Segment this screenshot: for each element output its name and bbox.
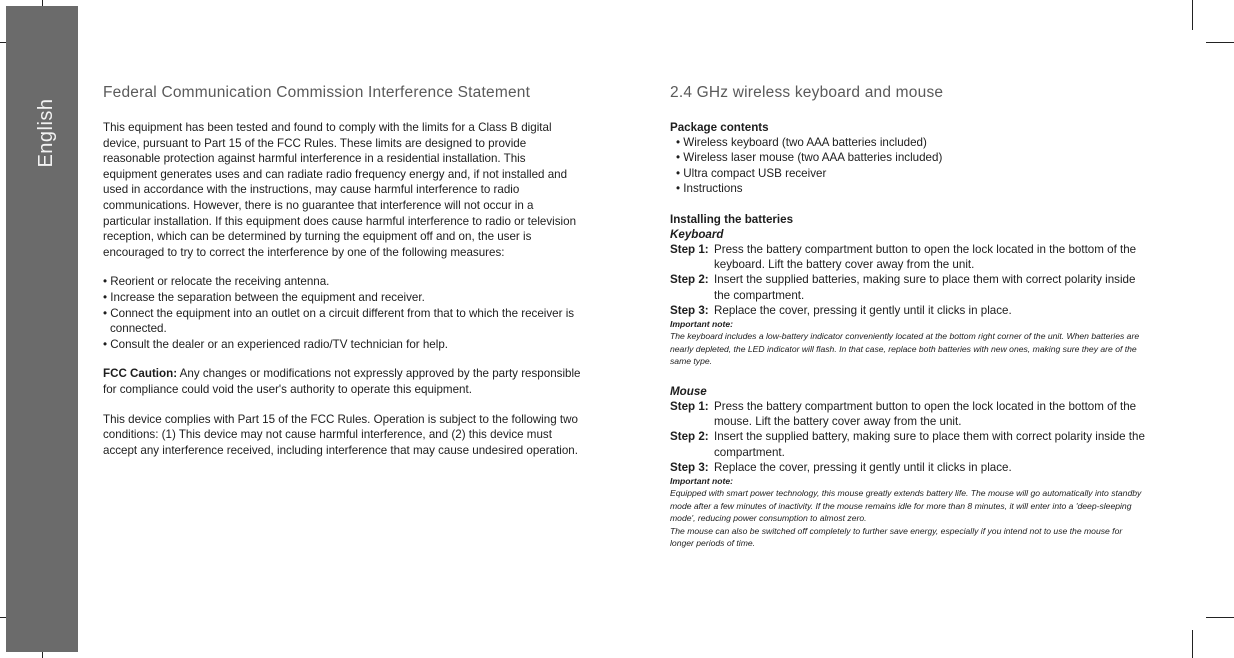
crop-mark — [1206, 617, 1234, 618]
fcc-intro: This equipment has been tested and found to comply with the limits for a Class B digital device, pursuant to Part 15 of the FCC Rules. These limits are designed to provide reasonable protection against harmful interference in a residential installation. This equipment generates uses and can radiate radio frequency energy and, if not installed and used in accordance with the instructions, may cause harmful interference to radio communications. However, there is no guarantee that interference will not occur in a particular installation. If this equipment does cause harmful interference to radio or television reception, which can be determined by turning the equipment off and on, the user is encouraged to try to correct the interference by one of the following measures: — [103, 121, 577, 259]
package-list — [670, 135, 1148, 197]
fcc-statement-column — [103, 84, 581, 458]
language-sidebar — [6, 6, 78, 652]
measures-list — [103, 274, 581, 352]
mouse-step — [670, 429, 1148, 460]
keyboard-note: The keyboard includes a low-battery indicator conveniently located at the bottom right corner of the unit. When batteries are nearly depleted, the LED indicator will flash. In that case, replace both batteries with new ones, making sure they are of the same type. — [670, 331, 1140, 367]
install-heading: Installing the batteries — [670, 212, 794, 226]
list-item: • Wireless laser mouse (two AAA batteries included) — [676, 150, 1148, 165]
step-text: Replace the cover, pressing it gently until it clicks in place. — [714, 461, 1012, 475]
mouse-note-title: Important note: — [670, 475, 734, 486]
list-item: • Reorient or relocate the receiving antenna. — [103, 274, 581, 290]
step-label: Step 2: — [670, 430, 709, 444]
step-label: Step 2: — [670, 273, 709, 287]
list-item: • Instructions — [676, 181, 1148, 196]
step-text: Press the battery compartment button to open the lock located in the bottom of the mouse. Lift the battery cover away from the unit. — [714, 399, 1137, 429]
keyboard-step — [670, 272, 1148, 303]
caution-text: Any changes or modifications not expressly approved by the party responsible for compliance could void the user's authority to operate this equipment. — [103, 367, 581, 396]
keyboard-step — [670, 303, 1148, 318]
mouse-step — [670, 460, 1148, 475]
mouse-note: Equipped with smart power technology, this mouse greatly extends battery life. The mouse will go automatically into standby mode after a few minutes of inactivity. If the mouse remains idle for more than 8 minutes, it will enter into a 'deep-sleeping mode', reducing power consumption to almost zero. — [670, 488, 1142, 524]
caution-label: FCC Caution: — [103, 367, 178, 381]
crop-mark — [1192, 630, 1193, 658]
list-item: • Connect the equipment into an outlet on a circuit different from that to which the receiver is connected. — [103, 306, 581, 337]
step-text: Insert the supplied battery, making sure to place them with correct polarity inside the compartment. — [714, 430, 1145, 459]
fcc-title: Federal Communication Commission Interference Statement — [103, 84, 531, 101]
step-text: Replace the cover, pressing it gently until it clicks in place. — [714, 304, 1012, 318]
keyboard-heading: Keyboard — [670, 227, 724, 241]
mouse-heading: Mouse — [670, 384, 707, 398]
crop-mark — [1192, 0, 1193, 30]
keyboard-step — [670, 242, 1148, 273]
list-item: • Ultra compact USB receiver — [676, 166, 1148, 181]
list-item: • Increase the separation between the equipment and receiver. — [103, 290, 581, 306]
product-column — [670, 84, 1148, 550]
step-label: Step 1: — [670, 399, 709, 413]
list-item: • Consult the dealer or an experienced radio/TV technician for help. — [103, 337, 581, 353]
keyboard-note-title: Important note: — [670, 318, 734, 329]
crop-mark — [1206, 42, 1234, 43]
fcc-caution — [103, 366, 581, 397]
step-text: Press the battery compartment button to open the lock located in the bottom of the keyboard. Lift the battery cover away from the unit. — [714, 242, 1137, 272]
fcc-compliance: This device complies with Part 15 of the FCC Rules. Operation is subject to the following two conditions: (1) This device may not cause harmful interference, and (2) this device must accept any interference received, including interference that may cause undesired operation. — [103, 412, 578, 457]
step-text: Insert the supplied batteries, making sure to place them with correct polarity inside the compartment. — [714, 273, 1136, 302]
step-label: Step 1: — [670, 242, 709, 256]
list-item: • Wireless keyboard (two AAA batteries included) — [676, 135, 1148, 150]
step-label: Step 3: — [670, 461, 709, 475]
package-heading: Package contents — [670, 121, 769, 134]
step-label: Step 3: — [670, 304, 709, 318]
product-title: 2.4 GHz wireless keyboard and mouse — [670, 84, 944, 101]
language-label: English — [34, 98, 57, 168]
mouse-note-2: The mouse can also be switched off completely to further save energy, especially if you intend not to use the mouse for longer periods of time. — [670, 525, 1123, 549]
mouse-step — [670, 399, 1148, 430]
